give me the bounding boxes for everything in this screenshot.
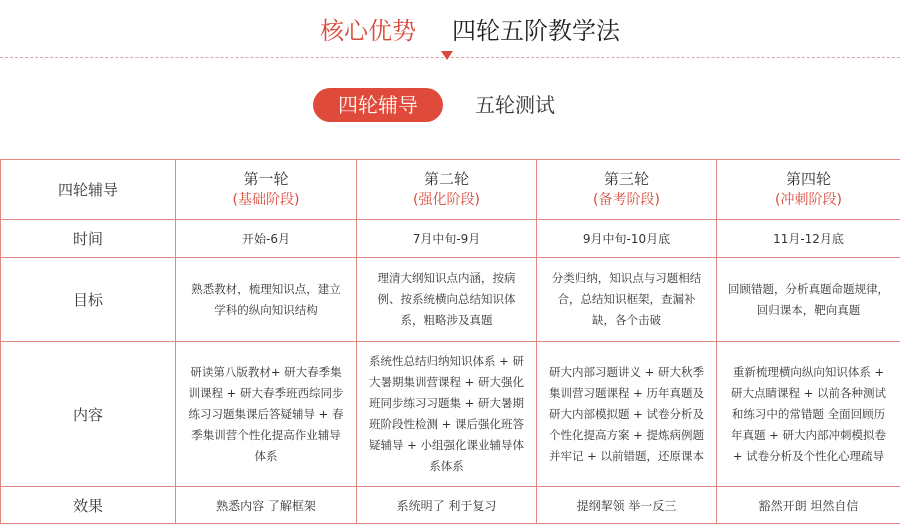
row-label-content: 内容 bbox=[1, 342, 176, 487]
goal-cell: 分类归纳，知识点与习题相结合，总结知识框架，查漏补缺，各个击破 bbox=[537, 258, 717, 342]
table-corner-label: 四轮辅导 bbox=[1, 160, 176, 220]
column-header-round-2 bbox=[357, 160, 537, 220]
column-header-round-4 bbox=[717, 160, 900, 220]
row-label-goal: 目标 bbox=[1, 258, 176, 342]
round-stage: (强化阶段) bbox=[413, 191, 480, 208]
effect-cell: 豁然开朗 坦然自信 bbox=[717, 487, 900, 524]
sub-tabs bbox=[0, 88, 900, 122]
table-row-goal bbox=[1, 258, 900, 342]
effect-cell: 熟悉内容 了解框架 bbox=[176, 487, 357, 524]
goal-cell: 熟悉教材，梳理知识点，建立学科的纵向知识结构 bbox=[176, 258, 357, 342]
tab-four-round-tutoring[interactable]: 四轮辅导 bbox=[313, 88, 443, 122]
effect-cell: 系统明了 利于复习 bbox=[357, 487, 537, 524]
column-header-round-3 bbox=[537, 160, 717, 220]
tab-teaching-method[interactable]: 四轮五阶教学法 bbox=[452, 17, 620, 45]
active-indicator-arrow-icon bbox=[441, 51, 453, 60]
table-header-row bbox=[1, 160, 900, 220]
effect-cell: 提纲挈领 举一反三 bbox=[537, 487, 717, 524]
time-cell: 11月-12月底 bbox=[717, 220, 900, 258]
content-cell: 研大内部习题讲义 + 研大秋季集训营习题课程 + 历年真题及研大内部模拟题 + 试卷分析及个性化提高方案 + 提炼病例题并牢记 + 以前错题，还原课本 bbox=[537, 342, 717, 487]
round-stage: (备考阶段) bbox=[593, 191, 660, 208]
table-row-effect bbox=[1, 487, 900, 524]
curriculum-table bbox=[0, 159, 900, 524]
round-stage: (基础阶段) bbox=[232, 191, 300, 208]
tab-core-advantage[interactable]: 核心优势 bbox=[320, 17, 416, 45]
round-name: 第一轮 bbox=[243, 169, 289, 188]
round-name: 第四轮 bbox=[785, 169, 831, 188]
content-cell: 研读第八版教材+ 研大春季集训课程 + 研大春季班西综同步练习习题集课后答疑辅导 + 春季集训营个性化提高作业辅导体系 bbox=[176, 342, 357, 487]
tab-five-round-test[interactable]: 五轮测试 bbox=[475, 93, 555, 117]
column-header-round-1 bbox=[176, 160, 357, 220]
time-cell: 开始-6月 bbox=[176, 220, 357, 258]
content-cell: 重新梳理横向纵向知识体系 + 研大点睛课程 + 以前各种测试和练习中的常错题 全面回顾历年真题 + 研大内部冲刺模拟卷 + 试卷分析及个性化心理疏导 bbox=[717, 342, 900, 487]
goal-cell: 回顾错题，分析真题命题规律，回归课本，靶向真题 bbox=[717, 258, 900, 342]
content-cell: 系统性总结归纳知识体系 + 研大暑期集训营课程 + 研大强化班同步练习习题集 + 研大暑期班阶段性检测 + 课后强化班答疑辅导 + 小组强化课业辅导体系体系 bbox=[357, 342, 537, 487]
row-label-effect: 效果 bbox=[1, 487, 176, 524]
section-header bbox=[0, 0, 900, 60]
round-name: 第二轮 bbox=[423, 169, 469, 188]
round-stage: (冲刺阶段) bbox=[775, 191, 842, 208]
table-row-content bbox=[1, 342, 900, 487]
round-name: 第三轮 bbox=[603, 169, 649, 188]
goal-cell: 理清大纲知识点内涵，按病例、按系统横向总结知识体系，粗略涉及真题 bbox=[357, 258, 537, 342]
table-row-time bbox=[1, 220, 900, 258]
time-cell: 7月中旬-9月 bbox=[357, 220, 537, 258]
time-cell: 9月中旬-10月底 bbox=[537, 220, 717, 258]
row-label-time: 时间 bbox=[1, 220, 176, 258]
